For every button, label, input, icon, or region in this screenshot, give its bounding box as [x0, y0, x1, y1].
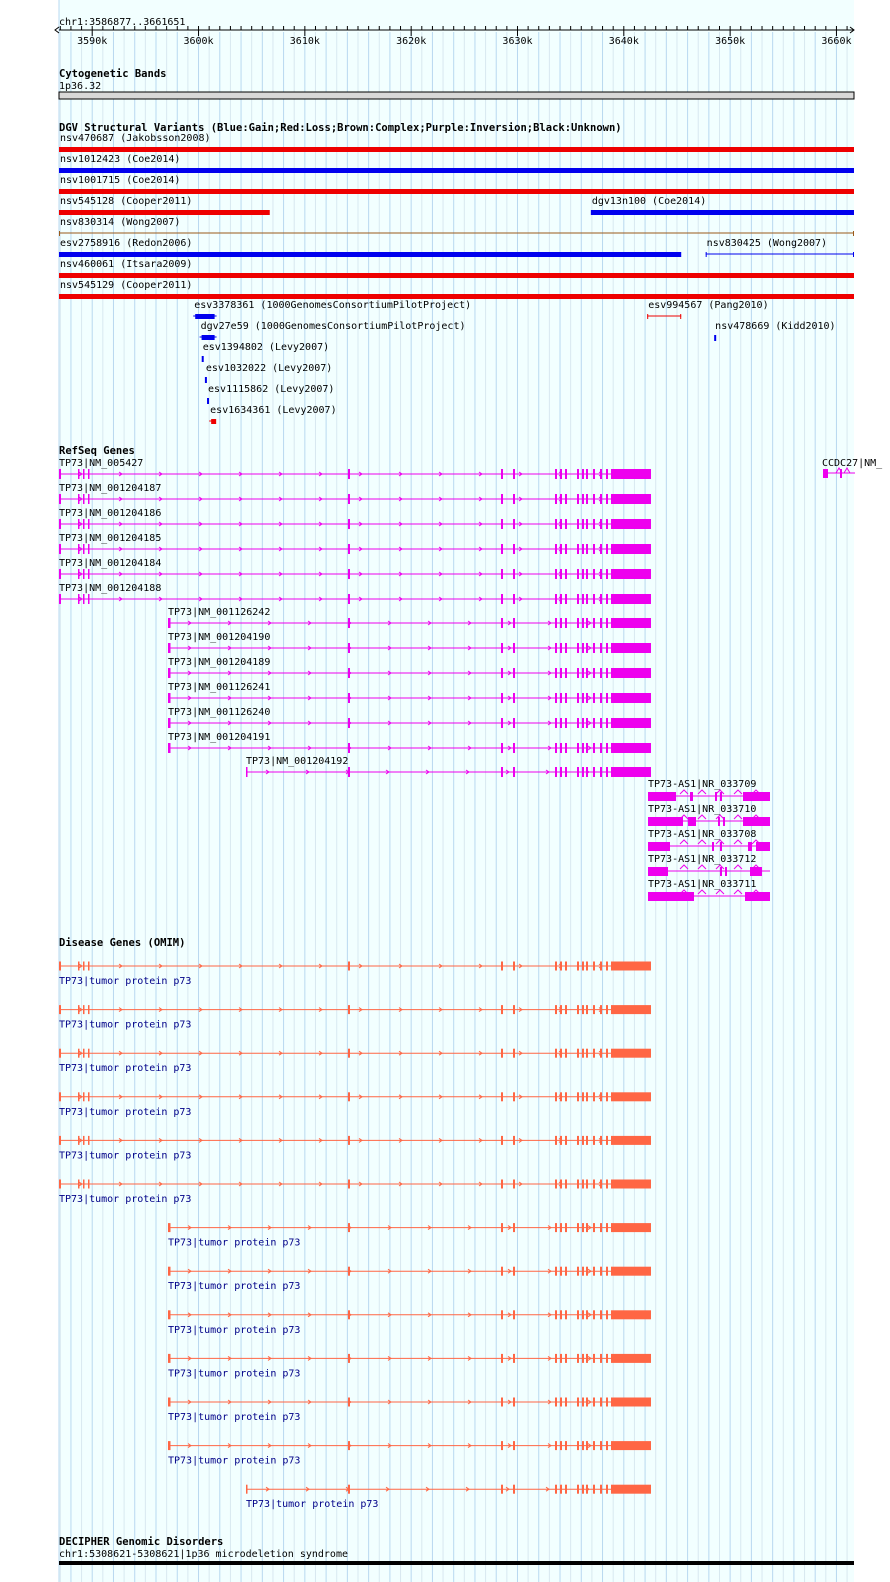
dgv-variant-bar[interactable] — [59, 273, 854, 278]
dgv-variant-bar[interactable] — [207, 398, 209, 404]
dgv-variant-label[interactable]: nsv1012423 (Coe2014) — [60, 154, 181, 165]
dgv-variant-label[interactable]: esv3378361 (1000GenomesConsortiumPilotProject) — [194, 300, 472, 311]
omim-gene-label[interactable]: TP73|tumor protein p73 — [168, 1455, 301, 1467]
refseq-gene-label[interactable]: TP73|NM_001204188 — [59, 583, 162, 594]
ruler-tick-label: 3600k — [183, 36, 214, 47]
decipher-bar[interactable] — [59, 1561, 854, 1565]
dgv-variant-bar[interactable] — [202, 335, 215, 340]
dgv-track-title: DGV Structural Variants (Blue:Gain;Red:Loss;Brown:Complex;Purple:Inversion;Black:Unknown) — [59, 122, 622, 134]
dgv-variant-label[interactable]: esv1032022 (Levy2007) — [205, 363, 333, 374]
ruler-tick-label: 3590k — [77, 36, 108, 47]
position-label: chr1:3586877..3661651 — [59, 17, 186, 28]
dgv-variant-bar[interactable] — [202, 356, 204, 362]
dgv-variant-bar[interactable] — [714, 335, 716, 341]
dgv-variant-label[interactable]: esv1394802 (Levy2007) — [202, 342, 330, 353]
decipher-track-title: DECIPHER Genomic Disorders — [59, 1536, 224, 1548]
cytoband-track-title: Cytogenetic Bands — [59, 68, 167, 80]
dgv-variant-label[interactable]: nsv470687 (Jakobsson2008) — [60, 133, 211, 144]
omim-track-title: Disease Genes (OMIM) — [59, 937, 186, 949]
refseq-track-title: RefSeq Genes — [59, 445, 135, 457]
dgv-variant-bar[interactable] — [195, 314, 214, 319]
cytoband-label: 1p36.32 — [59, 81, 102, 92]
refseq-gene-label[interactable]: TP73|NM_001126242 — [168, 607, 271, 618]
dgv-variant-label[interactable]: nsv478669 (Kidd2010) — [715, 321, 836, 332]
refseq-gene-label[interactable]: TP73|NM_001204191 — [168, 732, 271, 743]
dgv-variant-label[interactable]: esv1634361 (Levy2007) — [210, 405, 337, 416]
refseq-gene-label[interactable]: TP73|NM_001126240 — [168, 707, 271, 718]
dgv-variant-label[interactable]: esv994567 (Pang2010) — [648, 300, 769, 311]
ruler-tick-label: 3660k — [821, 36, 852, 47]
refseq-gene-label[interactable]: CCDC27|NM_ — [822, 458, 883, 469]
omim-gene-label[interactable]: TP73|tumor protein p73 — [168, 1324, 301, 1336]
ruler-tick-label: 3610k — [289, 36, 320, 47]
ruler-tick-label: 3650k — [715, 36, 746, 47]
dgv-variant-label[interactable]: esv1115862 (Levy2007) — [208, 384, 335, 395]
antisense-gene-label[interactable]: TP73-AS1|NR_033708 — [648, 829, 757, 840]
dgv-variant-label[interactable]: dgv13n100 (Coe2014) — [591, 196, 707, 207]
ruler-tick-label: 3620k — [396, 36, 427, 47]
omim-gene-label[interactable]: TP73|tumor protein p73 — [59, 976, 192, 987]
dgv-variant-label[interactable]: dgv27e59 (1000GenomesConsortiumPilotProject) — [200, 321, 466, 332]
omim-gene-label[interactable]: TP73|tumor protein p73 — [168, 1281, 301, 1293]
refseq-gene-label[interactable]: TP73|NM_001204189 — [168, 657, 271, 668]
dgv-variant-label[interactable]: nsv545129 (Cooper2011) — [60, 280, 193, 291]
antisense-gene-label[interactable]: TP73-AS1|NR_033709 — [648, 779, 757, 790]
dgv-variant-label[interactable]: nsv460061 (Itsara2009) — [60, 259, 193, 270]
dgv-variant-bar[interactable] — [59, 252, 681, 257]
antisense-gene-label[interactable]: TP73-AS1|NR_033710 — [648, 804, 757, 815]
dgv-variant-label[interactable]: nsv1001715 (Coe2014) — [60, 175, 181, 186]
dgv-variant-label[interactable]: nsv545128 (Cooper2011) — [60, 196, 193, 207]
dgv-variant-bar[interactable] — [205, 377, 207, 383]
refseq-gene-label[interactable]: TP73|NM_001204192 — [246, 756, 349, 767]
refseq-gene-label[interactable]: TP73|NM_001204186 — [59, 508, 162, 519]
dgv-variant-bar[interactable] — [59, 147, 854, 152]
dgv-variant-bar[interactable] — [59, 168, 854, 173]
omim-gene-label[interactable]: TP73|tumor protein p73 — [168, 1237, 301, 1249]
refseq-gene-label[interactable]: TP73|NM_001204185 — [59, 533, 162, 544]
antisense-gene-label[interactable]: TP73-AS1|NR_033712 — [648, 854, 757, 865]
omim-gene-label[interactable]: TP73|tumor protein p73 — [59, 1150, 192, 1162]
omim-gene-label[interactable]: TP73|tumor protein p73 — [59, 1063, 192, 1075]
omim-gene-label[interactable]: TP73|tumor protein p73 — [246, 1499, 379, 1511]
decipher-item-label[interactable]: chr1:5308621-5308621|1p36 microdeletion syndrome — [59, 1549, 348, 1560]
dgv-variant-label[interactable]: esv2758916 (Redon2006) — [60, 238, 193, 249]
cytoband-bar[interactable] — [59, 92, 854, 99]
ruler-tick-label: 3640k — [608, 36, 639, 47]
omim-gene-label[interactable]: TP73|tumor protein p73 — [59, 1194, 192, 1205]
omim-gene-label[interactable]: TP73|tumor protein p73 — [59, 1106, 192, 1118]
dgv-variant-label[interactable]: nsv830425 (Wong2007) — [706, 238, 828, 249]
dgv-variant-bar[interactable] — [59, 210, 270, 215]
refseq-gene-label[interactable]: TP73|NM_005427 — [59, 458, 144, 469]
antisense-gene-label[interactable]: TP73-AS1|NR_033711 — [648, 879, 757, 890]
dgv-variant-bar[interactable] — [591, 210, 854, 215]
omim-gene-label[interactable]: TP73|tumor protein p73 — [168, 1412, 301, 1423]
refseq-gene-label[interactable]: TP73|NM_001204190 — [168, 632, 271, 643]
refseq-gene-label[interactable]: TP73|NM_001126241 — [168, 682, 271, 693]
dgv-variant-label[interactable]: nsv830314 (Wong2007) — [60, 217, 181, 228]
dgv-variant-bar[interactable] — [211, 419, 216, 424]
refseq-gene-label[interactable]: TP73|NM_001204187 — [59, 483, 162, 494]
omim-gene-label[interactable]: TP73|tumor protein p73 — [168, 1368, 301, 1380]
omim-gene-label[interactable]: TP73|tumor protein p73 — [59, 1019, 192, 1031]
dgv-variant-bar[interactable] — [59, 294, 854, 299]
refseq-gene-label[interactable]: TP73|NM_001204184 — [59, 558, 162, 569]
dgv-variant-bar[interactable] — [59, 189, 854, 194]
ruler-tick-label: 3630k — [502, 36, 533, 47]
